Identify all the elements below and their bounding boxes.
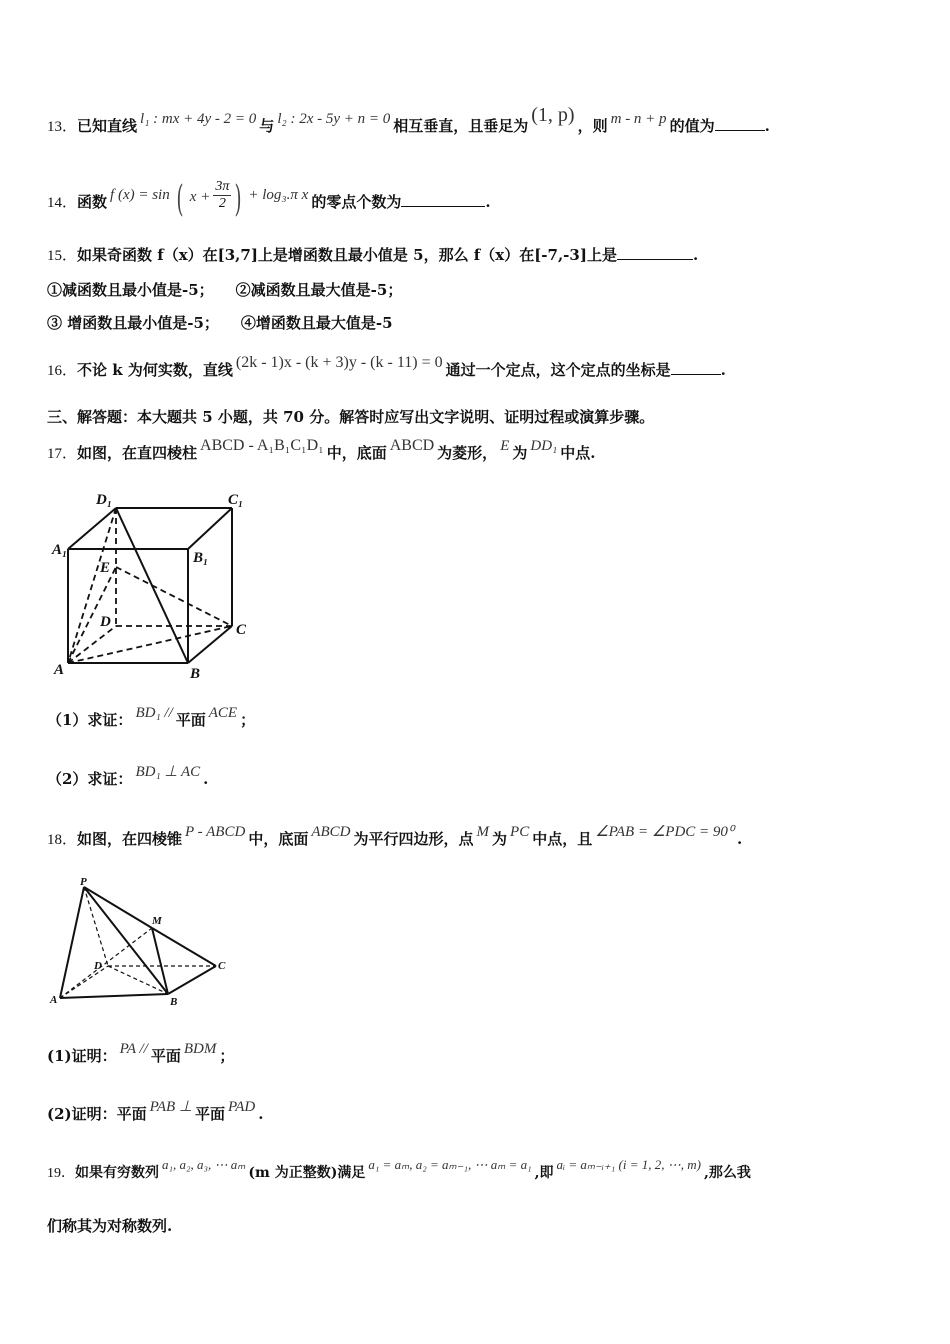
math-expression: l₁ : mx + 4y - 2 = 0: [140, 111, 257, 127]
text: (m 为正整数)满足: [248, 1165, 366, 1181]
text: 平面: [150, 1047, 181, 1065]
fraction: [213, 179, 231, 212]
question-14: [47, 178, 491, 220]
math-expression: P - ABCD: [185, 824, 246, 840]
section-heading: 三、解答题：本大题共 5 小题，共 70 分。解答时应写出文字说明、证明过程或演算步骤。: [47, 408, 655, 426]
question-17-part-2: [47, 764, 209, 790]
label-C: C: [218, 960, 226, 972]
math-expression: PAB ⊥: [149, 1099, 193, 1115]
math-expression: BD₁ ⊥ AC: [135, 764, 201, 780]
label-D: D: [100, 614, 111, 630]
prism-figure: [50, 488, 260, 678]
question-18: [47, 824, 743, 850]
pyramid-figure: [46, 875, 236, 1010]
paren-right: ): [234, 179, 242, 220]
question-number: 17．: [47, 446, 78, 462]
math-expression: PC: [510, 824, 530, 840]
math-expression: M: [476, 824, 490, 840]
text: ，则: [577, 117, 608, 135]
text: 为: [492, 830, 508, 848]
math-expression: a₁, a₂, a₃, ⋯ aₘ: [162, 1157, 246, 1172]
text: ,即: [534, 1165, 554, 1181]
math-expression: (2k - 1)x - (k + 3)y - (k - 11) = 0: [235, 354, 443, 371]
label-C: C: [236, 622, 247, 638]
label-B: B: [170, 996, 178, 1008]
text: .: [485, 193, 491, 211]
label-A1: A₁: [52, 542, 68, 558]
answer-blank[interactable]: [671, 360, 721, 375]
math-expression: PA //: [119, 1041, 148, 1057]
math-expression: + log₃.π x: [248, 187, 309, 203]
question-16: [47, 354, 726, 381]
option-2: ②减函数且最大值是-5；: [235, 281, 403, 299]
text: 不论 k 为何实数，直线: [77, 361, 233, 379]
math-expression: l₂ : 2x - 5y + n = 0: [277, 111, 391, 127]
math-expression: m - n + p: [610, 111, 667, 127]
question-number: 14．: [47, 195, 78, 211]
text: 为平行四边形，点: [353, 830, 474, 848]
math-expression: a₁ = aₘ, a₂ = aₘ₋₁, ⋯ aₘ = a₁: [368, 1157, 532, 1172]
text: 如果奇函数 f（x）在[3,7]上是增函数且最小值是 5，那么 f（x）在[-7,-3]上是: [77, 246, 617, 264]
text: 中，底面: [248, 830, 309, 848]
text: 中点.: [560, 444, 596, 462]
label-C1: C₁: [228, 492, 244, 508]
part-label: (2)证明：平面: [47, 1105, 147, 1123]
text: .: [203, 770, 209, 788]
text: 中，底面: [326, 444, 387, 462]
text: 中点，且: [532, 830, 593, 848]
math-expression: BD₁ //: [135, 705, 173, 721]
paren-left: (: [176, 179, 184, 220]
math-expression: DD₁: [530, 438, 558, 454]
math-expression: ACE: [208, 705, 238, 721]
math-expression: x +: [189, 189, 211, 205]
text: .: [764, 117, 770, 135]
math-expression: ABCD: [389, 437, 435, 454]
question-17-part-1: [47, 705, 256, 731]
question-13: [47, 104, 770, 137]
text: 函数: [77, 193, 108, 211]
text: ,那么我: [703, 1165, 751, 1181]
math-expression: ∠PAB = ∠PDC = 90⁰: [595, 824, 734, 840]
question-number: 19．: [47, 1166, 75, 1181]
label-B: B: [190, 666, 201, 678]
text: .: [258, 1105, 264, 1123]
label-M: M: [152, 915, 162, 927]
math-expression: aᵢ = aₘ₋ᵢ₊₁ (i = 1, 2, ⋯, m): [556, 1157, 701, 1172]
text: 如果有穷数列: [75, 1165, 159, 1181]
math-expression: ABCD - A₁B₁C₁D₁: [200, 437, 324, 454]
math-expression: PAD: [228, 1099, 256, 1115]
label-D: D: [94, 960, 102, 972]
answer-blank[interactable]: [401, 192, 485, 207]
text: 为: [512, 444, 528, 462]
part-label: （2）求证：: [47, 770, 133, 788]
text: 相互垂直，且垂足为: [393, 117, 529, 135]
question-number: 13．: [47, 119, 78, 135]
text: ；: [219, 1047, 235, 1065]
option-4: ④增函数且最大值是-5: [240, 314, 393, 332]
question-15-options-row-1: [47, 280, 402, 300]
text: 平面: [175, 711, 206, 729]
math-expression: ABCD: [311, 824, 351, 840]
question-19: [47, 1157, 751, 1184]
question-15-options-row-2: [47, 313, 393, 333]
label-A: A: [50, 994, 58, 1006]
option-3: ③ 增函数且最小值是-5；: [47, 314, 219, 332]
text: ；: [240, 711, 256, 729]
text: 平面: [195, 1105, 226, 1123]
question-number: 18．: [47, 832, 78, 848]
text: 如图，在四棱锥: [77, 830, 183, 848]
math-expression: E: [500, 438, 510, 454]
question-number: 15．: [47, 248, 78, 264]
question-15: [47, 245, 698, 266]
math-expression: (1, p): [531, 104, 575, 126]
text: 如图，在直四棱柱: [77, 444, 198, 462]
label-B1: B₁: [193, 550, 209, 566]
text: 为菱形，: [437, 444, 498, 462]
text: .: [720, 361, 726, 379]
text: .: [736, 830, 743, 848]
math-expression: f (x) = sin: [110, 187, 170, 203]
text: 的零点个数为: [311, 193, 402, 211]
math-expression: BDM: [183, 1041, 217, 1057]
option-1: ①减函数且最小值是-5；: [47, 281, 214, 299]
label-D1: D₁: [96, 492, 113, 508]
part-label: （1）求证：: [47, 711, 133, 729]
question-17: [47, 437, 596, 464]
answer-blank[interactable]: [617, 245, 693, 260]
text: 与: [259, 117, 275, 135]
text: .: [692, 246, 699, 264]
part-label: (1)证明：: [47, 1047, 117, 1065]
text: 通过一个定点，这个定点的坐标是: [445, 361, 671, 379]
denominator: 2: [218, 195, 226, 211]
text: 已知直线: [77, 117, 138, 135]
answer-blank[interactable]: [715, 116, 765, 131]
question-number: 16．: [47, 363, 78, 379]
text: 的值为: [669, 117, 715, 135]
numerator: 3π: [215, 178, 230, 194]
question-18-part-2: [47, 1099, 264, 1125]
label-A: A: [54, 662, 65, 678]
label-E: E: [100, 560, 111, 576]
question-19-continued: 们称其为对称数列.: [47, 1217, 173, 1235]
question-18-part-1: [47, 1041, 235, 1067]
label-P: P: [80, 876, 87, 888]
